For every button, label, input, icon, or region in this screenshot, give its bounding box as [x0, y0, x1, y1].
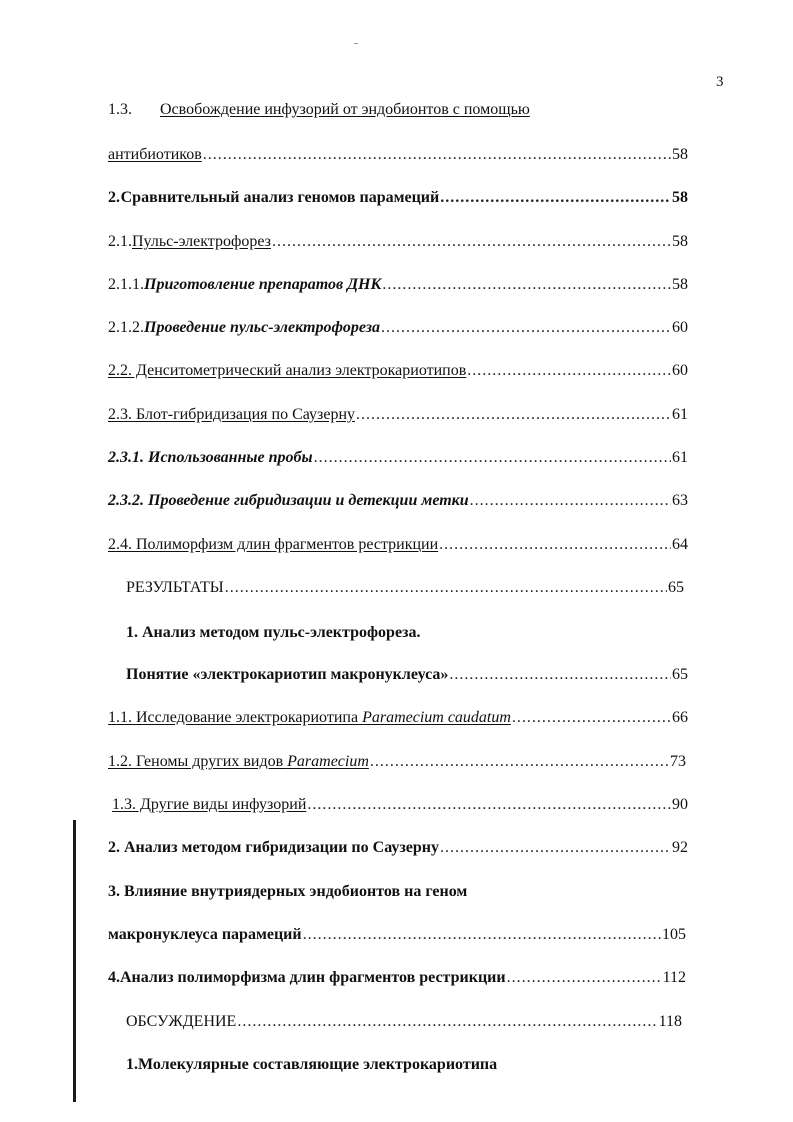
toc-entry-text: Проведение пульс-электрофореза: [144, 319, 381, 336]
toc-entry[interactable]: [126, 579, 684, 603]
toc-entry[interactable]: [108, 146, 688, 170]
toc-entry-text: 1.1. Исследование электрокариотипа Paramecium caudatum: [108, 709, 511, 726]
toc-entry[interactable]: [108, 406, 688, 430]
toc-entry-text: 1.2. Геномы других видов Paramecium: [108, 753, 369, 770]
toc-entry[interactable]: [112, 796, 688, 820]
toc-entry-text: 2.3.1. Использованные пробы: [108, 449, 313, 466]
toc-leader-dots: [303, 926, 661, 944]
toc-entry[interactable]: [108, 449, 688, 473]
scan-speck: [354, 43, 358, 44]
toc-entry[interactable]: [126, 1056, 497, 1080]
toc-entry[interactable]: [108, 883, 467, 907]
toc-leader-dots: [440, 189, 671, 207]
toc-entry-text: 1.3. Другие виды инфузорий: [112, 796, 307, 813]
toc-leader-dots: [225, 579, 667, 597]
toc-entry-text: Освобождение инфузорий от эндобионтов с помощью: [160, 101, 530, 118]
toc-entry[interactable]: [126, 1013, 682, 1037]
toc-entry-page: 73: [670, 753, 686, 770]
toc-leader-dots: [512, 709, 671, 727]
toc-entry-page: 65: [672, 666, 688, 683]
toc-entry[interactable]: [108, 276, 688, 300]
toc-entry-text: Сравнительный анализ геномов парамеций: [120, 189, 440, 206]
toc-entry-text: 2.3. Блот-гибридизация по Саузерну: [108, 406, 356, 423]
toc-leader-dots: [272, 233, 671, 251]
page-number: 3: [716, 74, 724, 90]
toc-entry-page: 63: [672, 492, 688, 509]
toc-leader-dots: [440, 839, 671, 857]
toc-entry-page: 61: [672, 406, 688, 423]
toc-entry-page: 58: [672, 146, 688, 163]
toc-leader-dots: [382, 276, 671, 294]
toc-entry-text: 2.2. Денситометрический анализ электрокариотипов: [108, 362, 467, 379]
scan-margin-bar: [73, 820, 76, 1102]
toc-entry-page: 58: [672, 233, 688, 250]
toc-entry-text: макронуклеуса парамеций: [108, 926, 302, 943]
toc-entry-text: антибиотиков: [108, 146, 202, 163]
toc-entry-text: 4.Анализ полиморфизма длин фрагментов рестрикции: [108, 969, 506, 986]
toc-leader-dots: [467, 362, 671, 380]
toc-entry-text: Пульс-электрофорез: [132, 233, 271, 250]
toc-leader-dots: [507, 969, 662, 987]
toc-entry[interactable]: [108, 926, 686, 950]
toc-entry-page: 118: [658, 1013, 682, 1030]
toc-entry-text: Понятие «электрокариотип макронуклеуса»: [126, 666, 449, 683]
toc-entry[interactable]: [108, 319, 688, 343]
toc-entry[interactable]: [108, 753, 686, 777]
toc-entry-page: 64: [672, 536, 688, 553]
toc-entry-text: 1. Анализ методом пульс-электрофореза.: [126, 624, 421, 641]
toc-leader-dots: [370, 753, 669, 771]
toc-entry-page: 66: [672, 709, 688, 726]
toc-leader-dots: [307, 796, 671, 814]
toc-entry-text: РЕЗУЛЬТАТЫ: [126, 579, 224, 596]
toc-entry[interactable]: [108, 839, 688, 863]
toc-entry[interactable]: [108, 233, 688, 257]
toc-entry-page: 90: [672, 796, 688, 813]
toc-entry-page: 60: [672, 362, 688, 379]
toc-entry-number: 2.1.2.: [108, 319, 144, 336]
toc-entry[interactable]: [108, 536, 688, 560]
toc-entry-text: 2.4. Полиморфизм длин фрагментов рестрикции: [108, 536, 439, 553]
toc-entry[interactable]: [108, 101, 530, 125]
toc-entry[interactable]: [108, 492, 688, 516]
toc-entry[interactable]: [108, 362, 688, 386]
toc-entry-text: 3. Влияние внутриядерных эндобионтов на геном: [108, 883, 468, 900]
toc-leader-dots: [449, 666, 671, 684]
toc-leader-dots: [314, 449, 671, 467]
toc-entry-number: 2.1.: [108, 233, 132, 250]
toc-entry[interactable]: [126, 666, 688, 690]
toc-entry-text: Приготовление препаратов ДНК: [144, 276, 382, 293]
toc-leader-dots: [381, 319, 671, 337]
toc-entry[interactable]: [108, 189, 688, 213]
toc-entry-text: 1.Молекулярные составляющие электрокариотипа: [126, 1056, 498, 1073]
toc-leader-dots: [203, 146, 671, 164]
toc-entry-page: 58: [672, 189, 688, 206]
toc-entry[interactable]: [108, 709, 688, 733]
toc-entry-page: 105: [662, 926, 686, 943]
toc-entry-number: 2.: [108, 189, 120, 206]
toc-entry-text: 2. Анализ методом гибридизации по Саузерну: [108, 839, 440, 856]
toc-leader-dots: [439, 536, 671, 554]
toc-entry-page: 112: [662, 969, 686, 986]
toc-entry[interactable]: [126, 624, 420, 648]
toc-entry-number: 2.1.1.: [108, 276, 144, 293]
toc-leader-dots: [237, 1013, 657, 1031]
toc-entry-text: 2.3.2. Проведение гибридизации и детекции метки: [108, 492, 469, 509]
toc-entry-page: 92: [672, 839, 688, 856]
toc-entry[interactable]: [108, 969, 686, 993]
toc-entry-page: 60: [672, 319, 688, 336]
toc-leader-dots: [470, 492, 671, 510]
toc-entry-page: 58: [672, 276, 688, 293]
toc-entry-number: 1.3.: [108, 101, 132, 118]
toc-entry-page: 61: [672, 449, 688, 466]
toc-entry-text: ОБСУЖДЕНИЕ: [126, 1013, 237, 1030]
toc-leader-dots: [356, 406, 671, 424]
toc-entry-page: 65: [668, 579, 684, 596]
